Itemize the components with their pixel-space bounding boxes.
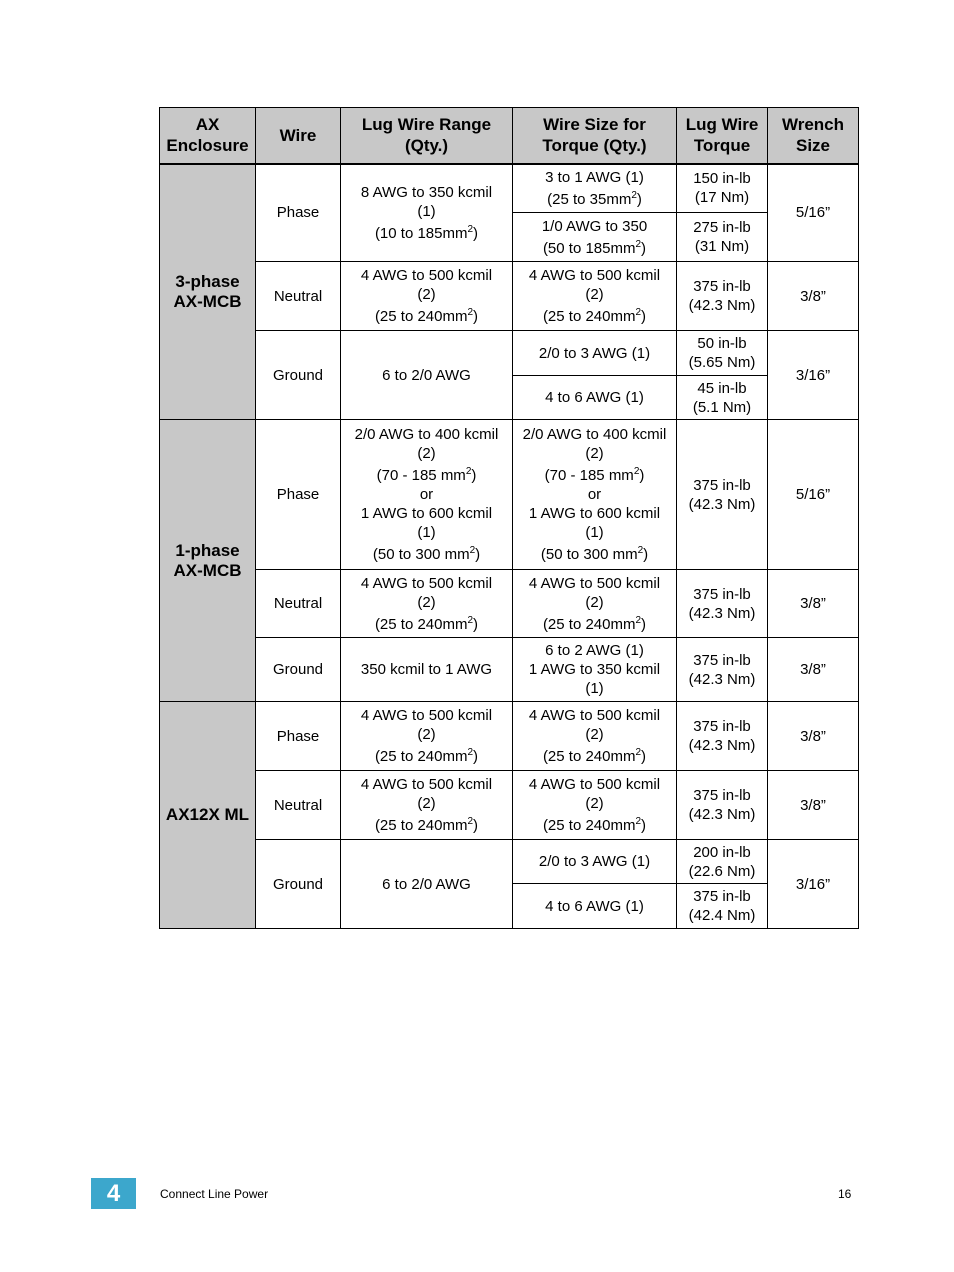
cell-line bbox=[345, 593, 508, 612]
cell-line bbox=[517, 266, 672, 285]
header-wrench-size: Wrench Size bbox=[768, 108, 859, 164]
cell-line bbox=[517, 679, 672, 698]
enclosure-cell bbox=[160, 420, 256, 702]
cell-line: AX-MCB bbox=[173, 291, 242, 311]
cell-line: 275 in-lb bbox=[693, 219, 751, 236]
lug-wire-torque-cell bbox=[677, 570, 768, 638]
lug-wire-torque-cell bbox=[677, 262, 768, 331]
wire-size-for-torque-cell bbox=[513, 164, 677, 213]
line-tail: ) bbox=[473, 224, 479, 242]
superscript: 2 bbox=[635, 747, 642, 758]
line-text: (50 to 185mm bbox=[542, 239, 636, 257]
superscript: 2 bbox=[633, 466, 640, 477]
superscript: 2 bbox=[635, 307, 642, 318]
lug-wire-range-cell bbox=[341, 570, 513, 638]
wire-size-for-torque-cell bbox=[513, 376, 677, 420]
superscript: 2 bbox=[469, 545, 476, 556]
cell-line: 1-phase bbox=[175, 540, 240, 560]
line-text: (1) bbox=[585, 680, 604, 697]
line-text: 2/0 to 3 AWG (1) bbox=[538, 344, 651, 362]
lug-wire-torque-cell bbox=[677, 638, 768, 702]
cell-line bbox=[517, 485, 672, 504]
wrench-size-cell: 3/16” bbox=[768, 840, 859, 929]
line-text: or bbox=[587, 486, 602, 503]
cell-line: (42.3 Nm) bbox=[688, 604, 756, 622]
line-text: 4 to 6 AWG (1) bbox=[545, 389, 644, 406]
cell-line bbox=[517, 747, 672, 766]
cell-line bbox=[345, 706, 508, 725]
wrench-size-cell: 3/8” bbox=[768, 638, 859, 702]
wire-type-cell: Phase bbox=[256, 164, 341, 262]
lug-wire-range-cell bbox=[341, 164, 513, 262]
line-tail: ) bbox=[641, 308, 647, 325]
line-text: (25 to 35mm bbox=[547, 190, 632, 208]
wire-type-cell: Phase bbox=[256, 702, 341, 771]
chapter-tab: 4 bbox=[91, 1178, 136, 1209]
line-text: (25 to 240mm bbox=[542, 308, 636, 325]
cell-line: 150 in-lb bbox=[693, 170, 751, 188]
cell-line bbox=[517, 641, 672, 660]
wire-size-for-torque-cell bbox=[513, 638, 677, 702]
cell-line: (42.4 Nm) bbox=[688, 907, 756, 924]
wire-size-for-torque-cell bbox=[513, 213, 677, 262]
wrench-size-cell: 3/16” bbox=[768, 331, 859, 420]
cell-line: (5.1 Nm) bbox=[692, 398, 752, 416]
line-text: 1 AWG to 600 kcmil bbox=[360, 505, 493, 522]
cell-line: 375 in-lb bbox=[693, 718, 751, 735]
line-text: 6 to 2 AWG (1) bbox=[545, 642, 644, 659]
superscript: 2 bbox=[637, 545, 644, 556]
line-text: (2) bbox=[585, 593, 604, 611]
cell-line bbox=[517, 190, 672, 209]
line-text: 3 to 1 AWG (1) bbox=[545, 168, 644, 186]
cell-line: 375 in-lb bbox=[693, 278, 751, 295]
cell-line bbox=[517, 425, 672, 444]
cell-line bbox=[517, 660, 672, 679]
cell-line: 375 in-lb bbox=[693, 651, 751, 669]
cell-line bbox=[517, 615, 672, 634]
line-text: (1) bbox=[417, 202, 436, 220]
line-text: 6 to 2/0 AWG bbox=[382, 875, 471, 893]
cell-line bbox=[517, 444, 672, 463]
line-text: 4 AWG to 500 kcmil bbox=[360, 267, 493, 284]
wire-size-for-torque-cell bbox=[513, 840, 677, 884]
cell-line bbox=[517, 344, 672, 363]
cell-line: (42.3 Nm) bbox=[688, 737, 756, 754]
line-text: (70 - 185 mm bbox=[376, 467, 466, 484]
line-tail: ) bbox=[641, 615, 647, 633]
line-tail: ) bbox=[473, 748, 479, 765]
lug-wire-range-cell bbox=[341, 638, 513, 702]
table-row bbox=[160, 840, 859, 884]
enclosure-cell bbox=[160, 164, 256, 420]
cell-line: (42.3 Nm) bbox=[688, 670, 756, 688]
table-row bbox=[160, 702, 859, 771]
line-tail: ) bbox=[475, 546, 481, 563]
line-text: 8 AWG to 350 kcmil bbox=[360, 183, 493, 201]
superscript: 2 bbox=[467, 223, 474, 235]
header-enclosure: AX Enclosure bbox=[160, 108, 256, 164]
cell-line: 50 in-lb bbox=[697, 335, 747, 352]
line-text: (25 to 240mm bbox=[542, 615, 636, 633]
lug-wire-torque-cell bbox=[677, 884, 768, 929]
line-text: 6 to 2/0 AWG bbox=[382, 366, 471, 384]
line-text: (2) bbox=[417, 593, 436, 611]
line-text: 4 AWG to 500 kcmil bbox=[528, 707, 661, 724]
line-tail: ) bbox=[643, 546, 649, 563]
cell-line: 200 in-lb bbox=[693, 843, 751, 861]
lug-wire-torque-cell bbox=[677, 376, 768, 420]
wrench-size-cell: 3/8” bbox=[768, 262, 859, 331]
wire-type-cell: Ground bbox=[256, 638, 341, 702]
line-text: 1 AWG to 600 kcmil bbox=[528, 505, 661, 522]
line-tail: ) bbox=[641, 748, 647, 765]
cell-line: (5.65 Nm) bbox=[688, 354, 756, 371]
line-text: 4 AWG to 500 kcmil bbox=[360, 776, 493, 793]
lug-wire-torque-cell bbox=[677, 771, 768, 840]
line-text: (70 - 185 mm bbox=[544, 467, 634, 484]
cell-line bbox=[345, 747, 508, 766]
cell-line bbox=[345, 425, 508, 444]
cell-line bbox=[517, 285, 672, 304]
cell-line: AX-MCB bbox=[173, 560, 242, 580]
table-header bbox=[160, 108, 859, 164]
line-text: (1) bbox=[417, 524, 436, 541]
wire-size-for-torque-cell bbox=[513, 331, 677, 376]
line-text: 1 AWG to 350 kcmil bbox=[528, 661, 661, 678]
cell-line bbox=[345, 725, 508, 744]
superscript: 2 bbox=[467, 816, 474, 827]
cell-line: 375 in-lb bbox=[693, 585, 751, 603]
cell-line: 375 in-lb bbox=[693, 476, 751, 494]
cell-line bbox=[517, 168, 672, 187]
line-text: 2/0 AWG to 400 kcmil bbox=[354, 426, 499, 443]
wire-size-for-torque-cell bbox=[513, 262, 677, 331]
table-row bbox=[160, 420, 859, 570]
superscript: 2 bbox=[635, 614, 642, 626]
footer-chapter-title: Connect Line Power bbox=[160, 1187, 269, 1201]
cell-line bbox=[345, 615, 508, 634]
cell-line bbox=[345, 816, 508, 835]
lug-wire-range-cell bbox=[341, 771, 513, 840]
cell-line: (42.3 Nm) bbox=[688, 297, 756, 314]
line-text: (10 to 185mm bbox=[374, 224, 468, 242]
cell-line bbox=[345, 794, 508, 813]
cell-line bbox=[345, 202, 508, 221]
header-wire: Wire bbox=[256, 108, 341, 164]
wrench-size-cell: 3/8” bbox=[768, 570, 859, 638]
line-text: 1/0 AWG to 350 bbox=[541, 217, 648, 235]
line-tail: ) bbox=[473, 817, 479, 834]
wire-size-for-torque-cell bbox=[513, 702, 677, 771]
cell-line bbox=[517, 504, 672, 523]
table-row bbox=[160, 771, 859, 840]
wire-type-cell: Phase bbox=[256, 420, 341, 570]
cell-line: 3-phase bbox=[175, 271, 240, 291]
cell-line bbox=[517, 706, 672, 725]
lug-wire-torque-cell bbox=[677, 213, 768, 262]
lug-wire-torque-cell bbox=[677, 840, 768, 884]
line-text: (2) bbox=[585, 726, 604, 743]
lug-wire-torque-cell bbox=[677, 164, 768, 213]
lug-wire-range-cell bbox=[341, 702, 513, 771]
table-row bbox=[160, 262, 859, 331]
cell-line bbox=[345, 875, 508, 894]
line-text: 4 AWG to 500 kcmil bbox=[528, 776, 661, 793]
cell-line bbox=[345, 444, 508, 463]
line-text: 4 AWG to 500 kcmil bbox=[528, 574, 661, 592]
header-lug-wire-range: Lug Wire Range (Qty.) bbox=[341, 108, 513, 164]
wire-type-cell: Neutral bbox=[256, 570, 341, 638]
table-row bbox=[160, 164, 859, 213]
line-text: (2) bbox=[585, 445, 604, 462]
line-text: (1) bbox=[585, 524, 604, 541]
cell-line bbox=[517, 388, 672, 407]
line-text: (25 to 240mm bbox=[374, 308, 468, 325]
page-number: 16 bbox=[838, 1187, 852, 1201]
cell-line bbox=[517, 816, 672, 835]
cell-line: 375 in-lb bbox=[693, 888, 751, 905]
cell-line bbox=[345, 545, 508, 564]
lug-wire-range-cell bbox=[341, 262, 513, 331]
cell-line bbox=[517, 239, 672, 258]
table-row bbox=[160, 638, 859, 702]
wire-spec-table bbox=[159, 107, 859, 929]
cell-line bbox=[517, 466, 672, 485]
table-row bbox=[160, 570, 859, 638]
lug-wire-range-cell bbox=[341, 331, 513, 420]
cell-line: (17 Nm) bbox=[694, 189, 750, 207]
cell-line bbox=[345, 266, 508, 285]
lug-wire-torque-cell bbox=[677, 702, 768, 771]
lug-wire-torque-cell bbox=[677, 420, 768, 570]
line-text: 4 to 6 AWG (1) bbox=[545, 897, 644, 915]
line-tail: ) bbox=[473, 615, 479, 633]
lug-wire-range-cell bbox=[341, 840, 513, 929]
line-tail: ) bbox=[471, 467, 477, 484]
cell-line bbox=[517, 897, 672, 916]
cell-line: (42.3 Nm) bbox=[688, 495, 756, 513]
line-text: (2) bbox=[417, 445, 436, 462]
wire-type-cell: Neutral bbox=[256, 771, 341, 840]
cell-line bbox=[517, 775, 672, 794]
wire-type-cell: Ground bbox=[256, 331, 341, 420]
line-text: 4 AWG to 500 kcmil bbox=[360, 707, 493, 724]
enclosure-cell bbox=[160, 702, 256, 929]
superscript: 2 bbox=[635, 238, 642, 250]
wire-size-for-torque-cell bbox=[513, 884, 677, 929]
cell-line bbox=[517, 574, 672, 593]
wrench-size-cell: 3/8” bbox=[768, 702, 859, 771]
wire-type-cell: Ground bbox=[256, 840, 341, 929]
cell-line bbox=[345, 485, 508, 504]
line-text: (25 to 240mm bbox=[542, 748, 636, 765]
line-tail: ) bbox=[636, 190, 642, 208]
wire-size-for-torque-cell bbox=[513, 570, 677, 638]
line-text: (2) bbox=[585, 286, 604, 303]
cell-line: (42.3 Nm) bbox=[688, 806, 756, 823]
line-text: (2) bbox=[417, 726, 436, 743]
line-text: (2) bbox=[417, 795, 436, 812]
header-lug-wire-torque: Lug Wire Torque bbox=[677, 108, 768, 164]
cell-line bbox=[345, 224, 508, 243]
cell-line bbox=[345, 307, 508, 326]
cell-line bbox=[345, 366, 508, 385]
cell-line bbox=[345, 660, 508, 679]
line-tail: ) bbox=[641, 817, 647, 834]
header-wire-size-for-torque: Wire Size for Torque (Qty.) bbox=[513, 108, 677, 164]
line-text: (25 to 240mm bbox=[374, 615, 468, 633]
line-text: (2) bbox=[417, 286, 436, 303]
line-text: or bbox=[419, 486, 434, 503]
line-text: 2/0 AWG to 400 kcmil bbox=[522, 426, 667, 443]
superscript: 2 bbox=[467, 614, 474, 626]
cell-line bbox=[517, 794, 672, 813]
cell-line bbox=[517, 545, 672, 564]
wrench-size-cell: 5/16” bbox=[768, 164, 859, 262]
cell-line bbox=[517, 307, 672, 326]
cell-line: 45 in-lb bbox=[697, 379, 747, 397]
line-text: (2) bbox=[585, 795, 604, 812]
cell-line bbox=[517, 217, 672, 236]
cell-line: (22.6 Nm) bbox=[688, 862, 756, 880]
cell-line bbox=[345, 183, 508, 202]
line-text: (25 to 240mm bbox=[374, 748, 468, 765]
line-text: (25 to 240mm bbox=[542, 817, 636, 834]
header-row bbox=[160, 108, 859, 164]
wire-size-for-torque-cell bbox=[513, 771, 677, 840]
line-text: 4 AWG to 500 kcmil bbox=[528, 267, 661, 284]
cell-line bbox=[345, 574, 508, 593]
superscript: 2 bbox=[467, 307, 474, 318]
wrench-size-cell: 5/16” bbox=[768, 420, 859, 570]
cell-line bbox=[517, 523, 672, 542]
line-text: (50 to 300 mm bbox=[372, 546, 470, 563]
line-text: (50 to 300 mm bbox=[540, 546, 638, 563]
superscript: 2 bbox=[467, 747, 474, 758]
cell-line bbox=[517, 593, 672, 612]
superscript: 2 bbox=[465, 466, 472, 477]
superscript: 2 bbox=[631, 189, 637, 201]
cell-line bbox=[345, 523, 508, 542]
lug-wire-range-cell bbox=[341, 420, 513, 570]
line-tail: ) bbox=[473, 308, 479, 325]
cell-line: (31 Nm) bbox=[694, 238, 750, 255]
table-body bbox=[160, 164, 859, 929]
cell-line: AX12X ML bbox=[165, 805, 250, 824]
cell-line bbox=[517, 852, 672, 871]
line-text: (25 to 240mm bbox=[374, 817, 468, 834]
line-text: 4 AWG to 500 kcmil bbox=[360, 574, 493, 592]
line-tail: ) bbox=[641, 239, 647, 257]
wire-type-cell: Neutral bbox=[256, 262, 341, 331]
wire-size-for-torque-cell bbox=[513, 420, 677, 570]
table-row bbox=[160, 331, 859, 376]
cell-line bbox=[345, 504, 508, 523]
cell-line bbox=[517, 725, 672, 744]
cell-line bbox=[345, 285, 508, 304]
line-text: 350 kcmil to 1 AWG bbox=[360, 661, 493, 678]
superscript: 2 bbox=[635, 816, 642, 827]
wrench-size-cell: 3/8” bbox=[768, 771, 859, 840]
line-tail: ) bbox=[639, 467, 645, 484]
line-text: 2/0 to 3 AWG (1) bbox=[538, 853, 651, 870]
lug-wire-torque-cell bbox=[677, 331, 768, 376]
cell-line bbox=[345, 775, 508, 794]
cell-line bbox=[345, 466, 508, 485]
cell-line: 375 in-lb bbox=[693, 787, 751, 804]
